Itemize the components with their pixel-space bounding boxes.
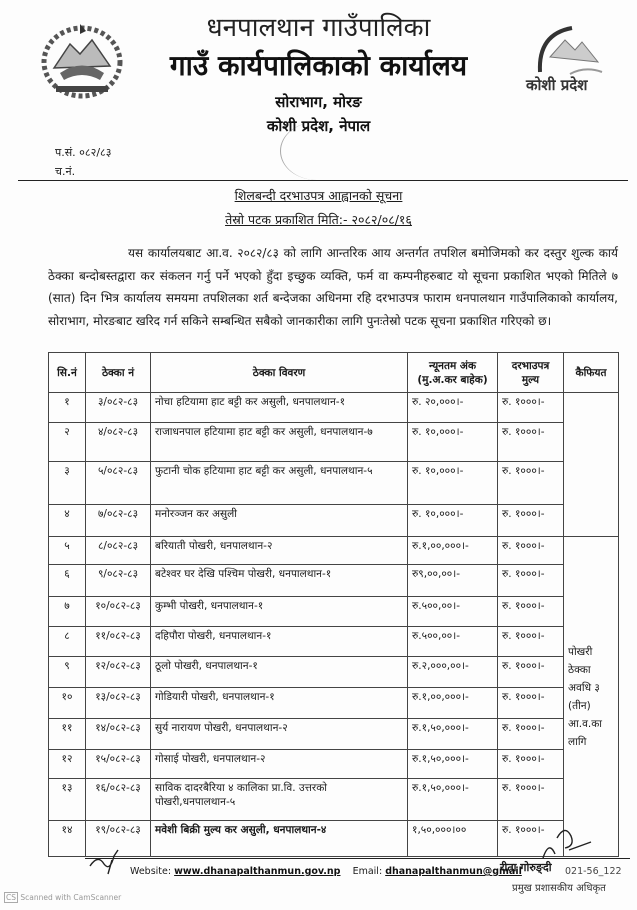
- cell-description: गोसाई पोखरी, धनपालथान-२: [151, 750, 408, 779]
- tender-table: [48, 352, 619, 857]
- cell-contract-no: ५/०८२-८३: [86, 462, 151, 505]
- cell-sn: ४: [49, 505, 86, 537]
- cell-description: साविक दादरबैरिया ४ कालिका प्रा.वि. उत्तरको पोखरी,धनपालथान-५: [151, 779, 408, 821]
- footer-contact: [130, 866, 522, 877]
- cell-description: बटेश्वर घर देखि पश्चिम पोखरी, धनपालथान-१: [151, 565, 408, 597]
- col-header-remarks: कैफियत: [564, 353, 619, 393]
- published-date: तेस्रो पटक प्रकाशित मिति:- २०८२/०८/१६: [225, 212, 412, 227]
- cell-sn: ७: [49, 597, 86, 627]
- cell-description: राजाधनपाल हटियामा हाट बट्टी कर असुली, धनपालथान-७: [151, 423, 408, 462]
- cell-sn: १: [49, 393, 86, 423]
- website-link[interactable]: www.dhanapalthanmun.gov.np: [174, 866, 341, 877]
- cell-form-price: रु. १०००।-: [498, 750, 564, 779]
- cell-sn: ३: [49, 462, 86, 505]
- office-name: गाउँ कार्यपालिकाको कार्यालय: [169, 49, 468, 82]
- cell-remarks-empty: [564, 393, 619, 537]
- cell-sn: २: [49, 423, 86, 462]
- cell-form-price: रु. १०००।-: [498, 423, 564, 462]
- table-row: [49, 565, 619, 597]
- cell-description: सुर्य नारायण पोखरी, धनपालथान-२: [151, 719, 408, 750]
- cell-contract-no: १२/०८२-८३: [86, 657, 151, 688]
- table-row: [49, 505, 619, 537]
- cell-contract-no: ३/०८२-८३: [86, 393, 151, 423]
- signature-left: [88, 846, 128, 876]
- cell-contract-no: ८/०८२-८३: [86, 537, 151, 565]
- address-line-1: सोराभाग, मोरङ: [275, 93, 362, 111]
- cell-min-amount: रु. २०,०००।-: [408, 393, 498, 423]
- reference-number: प.सं. ०८२/८३: [55, 146, 112, 159]
- cell-description: दहिपौरा पोखरी, धनपालथान-१: [151, 627, 408, 657]
- cell-contract-no: ४/०८२-८३: [86, 423, 151, 462]
- cell-form-price: रु. १०००।-: [498, 779, 564, 821]
- address-line-2: कोशी प्रदेश, नेपाल: [266, 117, 371, 135]
- table-row: [49, 462, 619, 505]
- cell-sn: ९: [49, 657, 86, 688]
- cell-min-amount: रु. १०,०००।-: [408, 462, 498, 505]
- cell-description: ठूलो पोखरी, धनपालथान-१: [151, 657, 408, 688]
- cell-sn: १०: [49, 688, 86, 719]
- cell-sn: १४: [49, 821, 86, 857]
- cell-form-price: रु. १०००।-: [498, 462, 564, 505]
- cell-form-price: रु. १०००।-: [498, 688, 564, 719]
- cell-contract-no: ११/०८२-८३: [86, 627, 151, 657]
- cell-contract-no: १५/०८२-८३: [86, 750, 151, 779]
- cell-form-price: रु. १०००।-: [498, 597, 564, 627]
- col-header-contract-no: ठेक्का नं: [86, 353, 151, 393]
- cell-form-price: रु. १०००।-: [498, 821, 564, 857]
- cell-contract-no: १३/०८२-८३: [86, 688, 151, 719]
- cell-min-amount: रु.५००,००।-: [408, 627, 498, 657]
- cell-description: बरियाती पोखरी, धनपालथान-२: [151, 537, 408, 565]
- col-header-description: ठेक्का विवरण: [151, 353, 408, 393]
- table-row: [49, 537, 619, 565]
- cell-min-amount: रु. १०,०००।-: [408, 423, 498, 462]
- office-stamp: [280, 122, 353, 180]
- cell-remarks-ponds: पोखरी ठेक्का अवधि ३ (तीन) आ.व.का लागि: [564, 537, 619, 857]
- notice-title: शिलबन्दी दरभाउपत्र आह्वानको सूचना: [234, 188, 403, 203]
- cell-contract-no: १६/०८२-८३: [86, 779, 151, 821]
- cell-contract-no: ९/०८२-८३: [86, 565, 151, 597]
- cell-min-amount: रु. १०,०००।-: [408, 505, 498, 537]
- cell-min-amount: रु.१,५०,०००।-: [408, 779, 498, 821]
- header-divider: [18, 180, 628, 181]
- cell-sn: ५: [49, 537, 86, 565]
- camscanner-watermark: [4, 893, 121, 902]
- cell-sn: ६: [49, 565, 86, 597]
- cell-min-amount: रु.१,००,०००।-: [408, 688, 498, 719]
- cell-form-price: रु. १०००।-: [498, 657, 564, 688]
- cell-form-price: रु. १०००।-: [498, 627, 564, 657]
- table-header-row: [49, 353, 619, 393]
- col-header-sn: सि.नं: [49, 353, 86, 393]
- camscanner-text: Scanned with CamScanner: [20, 893, 122, 902]
- cell-form-price: रु. १०००।-: [498, 505, 564, 537]
- dispatch-number: च.नं.: [55, 165, 76, 178]
- phone-number: 021-56_122: [565, 866, 622, 877]
- table-row: [49, 688, 619, 719]
- col-header-min-amount: न्यूनतम अंक (मु.अ.कर बाहेक): [408, 353, 498, 393]
- camscanner-badge-icon: CS: [6, 893, 16, 902]
- signer-title: प्रमुख प्रशासकीय अधिकृत: [512, 883, 606, 894]
- table-row: [49, 627, 619, 657]
- cell-contract-no: १९/०८२-८३: [86, 821, 151, 857]
- cell-contract-no: १०/०८२-८३: [86, 597, 151, 627]
- cell-min-amount: १,५०,०००।००: [408, 821, 498, 857]
- website-label: Website:: [130, 866, 172, 877]
- cell-min-amount: रु.१,५०,०००।-: [408, 719, 498, 750]
- cell-min-amount: रु.१,५०,०००।-: [408, 750, 498, 779]
- table-row: [49, 821, 619, 857]
- cell-sn: ८: [49, 627, 86, 657]
- cell-description: फुटानी चोक हटियामा हाट बट्टी कर असुली, धनपालथान-५: [151, 462, 408, 505]
- cell-description: कुम्भी पोखरी, धनपालथान-१: [151, 597, 408, 627]
- table-row: [49, 779, 619, 821]
- municipality-name: धनपालथान गाउँपालिका: [206, 13, 431, 43]
- table-row: [49, 657, 619, 688]
- svg-text:कोशी प्रदेश: कोशी प्रदेश: [526, 76, 588, 94]
- notice-body: यस कार्यालयबाट आ.व. २०८२/८३ को लागि आन्तरिक आय अन्तर्गत तपशिल बमोजिमको कर दस्तुर शुल्क कार्य ठेक्का बन्दोबस्तद्वारा कर संकलन गर्नु पर्ने भएको हुँदा इच्छुक व्यक्ति, फर्म वा कम्पनीहरुबाट यो सूचना प्रकाशित भएको मितिले ७ (सात) दिन भित्र कार्यालय समयमा तपशिलका शर्त बन्देजका अधिनमा रहि दरभाउपत्र फाराम धनपालथान गाउँपालिकाको कार्यालय, सोराभाग, मोरङबाट खरिद गर्न सकिने सम्बन्धित सबैको जानकारीका लागि पुनःतेस्रो पटक सूचना प्रकाशित गरिएको छ।: [48, 246, 618, 328]
- cell-min-amount: रु.२,०००,००।-: [408, 657, 498, 688]
- cell-contract-no: १४/०८२-८३: [86, 719, 151, 750]
- cell-sn: १२: [49, 750, 86, 779]
- footer-divider: [85, 858, 630, 859]
- cell-form-price: रु. १०००।-: [498, 565, 564, 597]
- email-label: Email:: [352, 866, 383, 877]
- cell-sn: ११: [49, 719, 86, 750]
- email-link[interactable]: dhanapalthanmun@gmail: [385, 866, 522, 877]
- cell-min-amount: रु.१,००,०००।-: [408, 537, 498, 565]
- cell-sn: १३: [49, 779, 86, 821]
- cell-form-price: रु. १०००।-: [498, 537, 564, 565]
- cell-contract-no: ७/०८२-८३: [86, 505, 151, 537]
- cell-description: मवेशी बिक्री मुल्य कर असुली, धनपालथान-४: [151, 821, 408, 857]
- cell-description: नोचा हटियामा हाट बट्टी कर असुली, धनपालथान-१: [151, 393, 408, 423]
- signer-name: रीता गोरुङ्दी: [500, 861, 552, 874]
- table-row: [49, 597, 619, 627]
- table-row: [49, 423, 619, 462]
- table-row: [49, 750, 619, 779]
- cell-min-amount: रु९,००,००।-: [408, 565, 498, 597]
- cell-form-price: रु. १०००।-: [498, 393, 564, 423]
- col-header-form-price: दरभाउपत्र मुल्य: [498, 353, 564, 393]
- cell-form-price: रु. १०००।-: [498, 719, 564, 750]
- table-row: [49, 719, 619, 750]
- cell-min-amount: रु.५००,००।-: [408, 597, 498, 627]
- cell-description: गोडियारी पोखरी, धनपालथान-१: [151, 688, 408, 719]
- table-row: [49, 393, 619, 423]
- cell-description: मनोरञ्जन कर असुली: [151, 505, 408, 537]
